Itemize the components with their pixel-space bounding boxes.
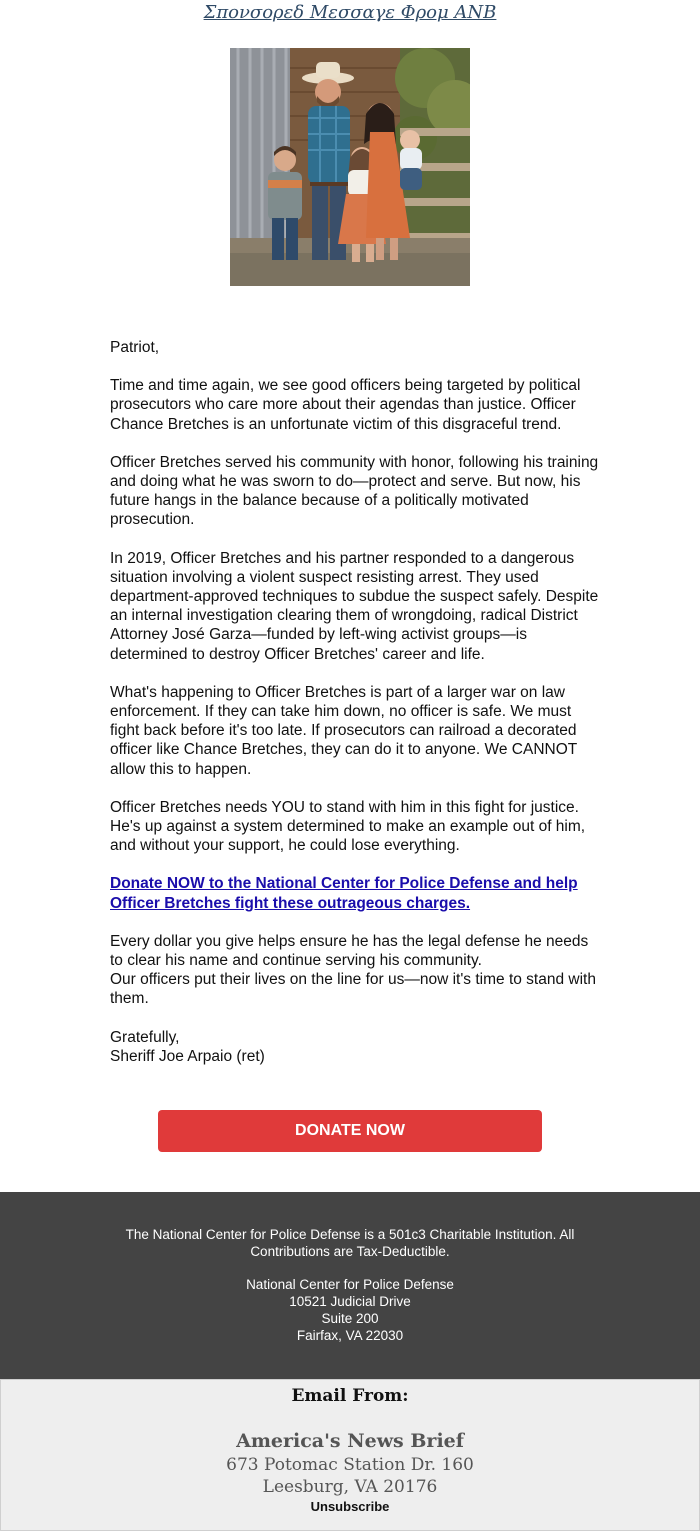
family-photo (230, 48, 470, 286)
letter-body (110, 338, 600, 1066)
sender-address (1, 1454, 699, 1498)
salutation: Patriot, (110, 339, 160, 356)
signoff: Gratefully, (110, 1028, 180, 1046)
tax-deductible-notice: The National Center for Police Defense is a 501c3 Charitable Institution. All Contributions are Tax-Deductible. (125, 1227, 575, 1259)
email-from-block (0, 1379, 700, 1531)
signature: Sheriff Joe Arpaio (ret) (110, 1047, 265, 1065)
letter-paragraph: Our officers put their lives on the line for us—now it's time to stand with them. (110, 971, 596, 1008)
donate-now-button[interactable]: DONATE NOW (158, 1110, 542, 1152)
letter-paragraph: Officer Bretches served his community with honor, following his training and doing what he was sworn to do—protect and serve. But now, his future hangs in the balance because of a politically motivated prosecution. (110, 453, 599, 529)
org-suite: Suite 200 (321, 1311, 379, 1326)
letter-paragraph: Every dollar you give helps ensure he has the legal defense he needs to clear his name and continue serving his community. (110, 932, 589, 970)
letter-paragraph: What's happening to Officer Bretches is part of a larger war on law enforcement. If they can take him down, no officer is safe. We must fight back before it's too late. If prosecutors can railroad a decorated officer like Chance Bretches, they can do it to anyone. We CANNOT allow this to happen. (110, 683, 577, 778)
sender-name: America's News Brief (236, 1430, 464, 1452)
sender-address-line1: 673 Potomac Station Dr. 160 (226, 1455, 474, 1475)
sender-address-line2: Leesburg, VA 20176 (262, 1477, 438, 1497)
footer-org-info (0, 1192, 700, 1379)
org-address (0, 1276, 700, 1344)
org-name: National Center for Police Defense (246, 1277, 454, 1292)
donate-text-link[interactable]: Donate NOW to the National Center for Police Defense and help Officer Bretches fight these outrageous charges. (110, 875, 578, 912)
sponsored-message-link[interactable]: Σπονσορεδ Μεσσαγε Φρομ ΑΝΒ (203, 2, 497, 23)
letter-paragraph: Time and time again, we see good officers being targeted by political prosecutors who care more about their agendas than justice. Officer Chance Bretches is an unfortunate victim of this disgraceful trend. (110, 377, 581, 433)
org-city: Fairfax, VA 22030 (296, 1328, 404, 1343)
org-street: 10521 Judicial Drive (289, 1294, 411, 1309)
letter-paragraph: Officer Bretches needs YOU to stand with him in this fight for justice. He's up against a system determined to make an example out of him, and without your support, he could lose everything. (110, 798, 586, 855)
email-from-label: Email From: (291, 1386, 409, 1406)
unsubscribe-link[interactable]: Unsubscribe (310, 1499, 390, 1514)
letter-paragraph: In 2019, Officer Bretches and his partner responded to a dangerous situation involving a violent suspect resisting arrest. They used department-approved techniques to subdue the suspect safely. Despite an internal investigation clearing them of wrongdoing, radical District Attorney José Garza—funded by left-wing activist groups—is determined to destroy Officer Bretches' career and life. (110, 549, 599, 663)
